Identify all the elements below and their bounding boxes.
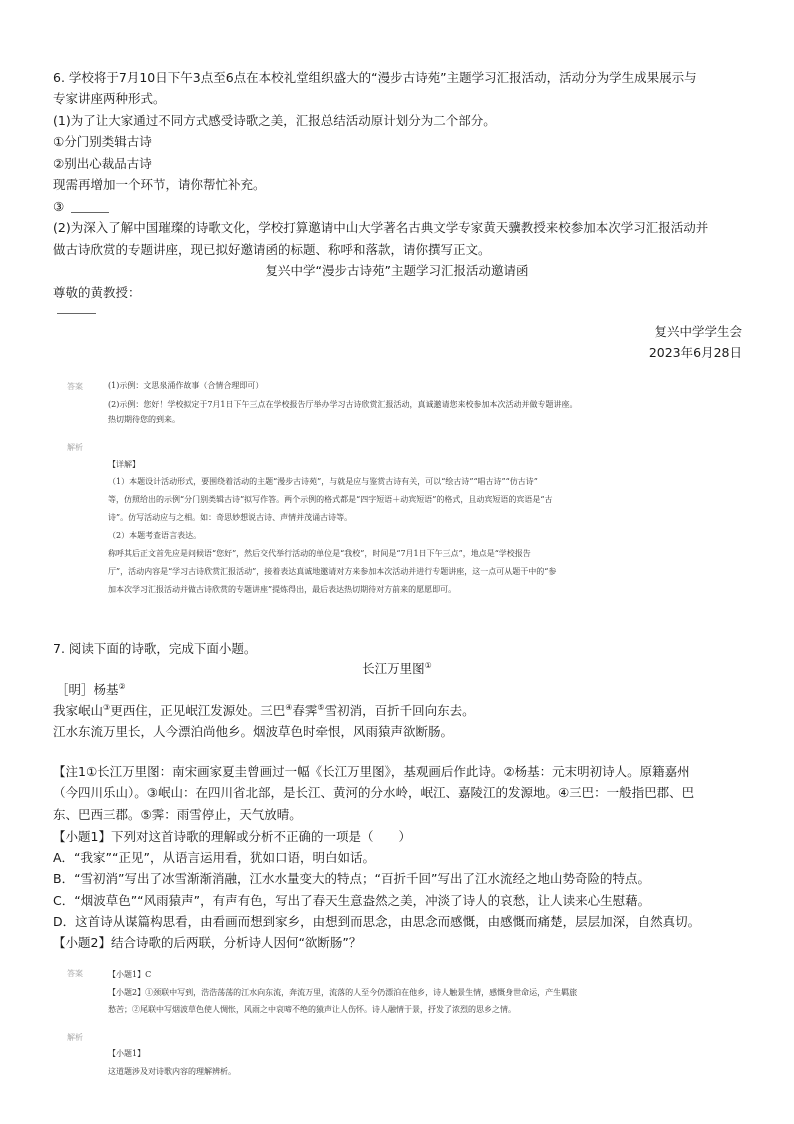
a7-answer1: 【小题1】C xyxy=(108,970,152,979)
q6-item2: ②别出心裁品古诗 xyxy=(53,156,152,171)
option-a: A．“我家”“正见”，从语言运用看，犹如口语，明白如话。 xyxy=(53,850,375,865)
q6-stem-line2: 专家讲座两种形式。 xyxy=(53,91,166,106)
a7-answer2-line2: 愁苦；②尾联中写烟波草色使人惆怅，风雨之中哀啼不绝的猿声让人伤怀。诗人融情于景，抒发了浓烈的思乡之情。 xyxy=(108,1005,516,1014)
analysis-tag: 解析 xyxy=(67,1033,83,1042)
a6-answer2-line2: 热切期待您的到来。 xyxy=(108,415,180,424)
q6-part1: (1)为了让大家通过不同方式感受诗歌之美，汇报总结活动原计划分为二个部分。 xyxy=(53,113,496,128)
q6-add-instruction: 现需再增加一个环节，请你帮忙补充。 xyxy=(53,177,266,192)
q6-item3-blank xyxy=(71,212,109,213)
poem-line2: 江水东流万里长，人今漂泊尚他乡。烟波草色时牵恨，风雨猿声欲断肠。 xyxy=(53,724,454,739)
poem-notes-line3: 东、巴西三郡。⑤霁：雨雪停止，天气放晴。 xyxy=(53,807,302,822)
poem-notes-line1: 【注1①长江万里图：南宋画家夏圭曾画过一幅《长江万里图》，基观画后作此诗。②杨基：元末明初诗人。原籍嘉州 xyxy=(53,764,690,779)
q6-stem-line1: 6. 学校将于7月10日下午3点至6点在本校礼堂组织盛大的“漫步古诗苑”主题学习汇报活动，活动分为学生成果展示与 xyxy=(53,70,697,85)
answer-tag: 答案 xyxy=(67,382,83,391)
poem-line1: 我家岷山③更西住，正见岷江发源处。三巴④春霁⑤雪初消，百折千回向东去。 xyxy=(53,703,475,718)
poem-title: 长江万里图① xyxy=(362,661,432,676)
subquestion-2: 【小题2】结合诗歌的后两联，分析诗人因何“欲断肠”？ xyxy=(53,935,362,950)
letter-title: 复兴中学“漫步古诗苑”主题学习汇报活动邀请函 xyxy=(265,263,529,278)
option-b: B．“雪初消”写出了冰雪渐渐消融，江水水量变大的特点；“百折千回”写出了江水流经之地山势奇险的特点。 xyxy=(53,871,650,886)
a6-answer1: (1)示例：文思泉涌作故事（合情合理即可） xyxy=(108,381,264,390)
a7-analysis-text: 这道题涉及对诗歌内容的理解辨析。 xyxy=(108,1067,236,1076)
a6-detail-line3: 诗”。仿写活动应与之相。如：奇思妙想说古诗、声情并茂诵古诗等。 xyxy=(108,513,353,522)
a6-answer2-line1: (2)示例：您好！学校拟定于7月1日下午三点在学校报告厅举办学习古诗欣赏汇报活动，真诚邀请您来校参加本次活动并做专题讲座。 xyxy=(108,400,578,409)
a6-detail-head: 【详解】 xyxy=(108,460,140,469)
a6-detail-line4: （2）本题考查语言表达。 xyxy=(108,531,202,540)
q6-item1: ①分门别类辑古诗 xyxy=(53,134,152,149)
poem-notes-line2: （今四川乐山）。③岷山：在四川省北部，是长江、黄河的分水岭，岷江、嘉陵江的发源地。④三巴：一般指巴郡、巴 xyxy=(53,785,695,800)
option-c: C．“烟波草色”“风雨猿声”，有声有色，写出了春天生意盎然之美，冲淡了诗人的哀愁，让人读来心生慰藉。 xyxy=(53,893,651,908)
analysis-tag: 解析 xyxy=(67,443,83,452)
letter-sign-org: 复兴中学学生会 xyxy=(654,324,742,339)
author-note: ② xyxy=(118,682,126,691)
a6-detail-line2: 等，仿照给出的示例“分门别类辑古诗”拟写作答。两个示例的格式都是“四字短语＋动宾短语”的格式，且动宾短语的宾语是“古 xyxy=(108,495,553,504)
letter-body-blank xyxy=(57,313,96,314)
subquestion-1: 【小题1】下列对这首诗歌的理解或分析不正确的一项是（ ） xyxy=(53,829,411,844)
a7-answer2-line1: 【小题2】①颈联中写到，浩浩荡荡的江水向东流，奔流万里，流落的人至今仍漂泊在他乡，诗人触景生情，感慨身世命运，产生羁旅 xyxy=(108,988,578,997)
a6-detail-line5: 称呼其后正文首先应是问候语“您好”，然后交代举行活动的单位是“我校”，时间是“7月1日下午三点”，地点是“学校报告 xyxy=(108,549,531,558)
q7-stem: 7. 阅读下面的诗歌，完成下面小题。 xyxy=(53,641,257,656)
a6-detail-line7: 加本次学习汇报活动并做古诗欣赏的专题讲座”提炼得出，最后表达热切期待对方前来的愿愿即可。 xyxy=(108,585,457,594)
answer-tag: 答案 xyxy=(67,969,83,978)
option-d: D．这首诗从谋篇构思看，由看画而想到家乡，由想到而思念，由思念而感慨，由感慨而痛楚，层层加深，自然真切。 xyxy=(53,914,701,929)
a6-detail-line6: 厅”，活动内容是“学习古诗欣赏汇报活动”，接着表达真诚地邀请对方来参加本次活动并进行专题讲座，这一点可从题干中的“参 xyxy=(108,567,557,576)
letter-sign-date: 2023年6月28日 xyxy=(648,345,742,360)
q6-part2-line1: (2)为深入了解中国璀璨的诗歌文化，学校打算邀请中山大学著名古典文学专家黄天骥教授来校参加本次学习汇报活动并 xyxy=(53,220,709,235)
a7-analysis-head: 【小题1】 xyxy=(108,1049,146,1058)
poem-author: ［明］杨基② xyxy=(56,682,126,697)
a6-detail-line1: （1）本题设计活动形式，要围绕着活动的主题“漫步古诗苑”，与就是应与鉴赏古诗有关，可以“绘古诗”“唱古诗”“仿古诗” xyxy=(108,477,538,486)
letter-salutation: 尊敬的黄教授： xyxy=(53,285,141,300)
q6-part2-line2: 做古诗欣赏的专题讲座，现已拟好邀请函的标题、称呼和落款，请你撰写正文。 xyxy=(53,242,491,257)
poem-title-note: ① xyxy=(424,661,432,670)
q6-item3-label: ③ xyxy=(53,199,65,214)
